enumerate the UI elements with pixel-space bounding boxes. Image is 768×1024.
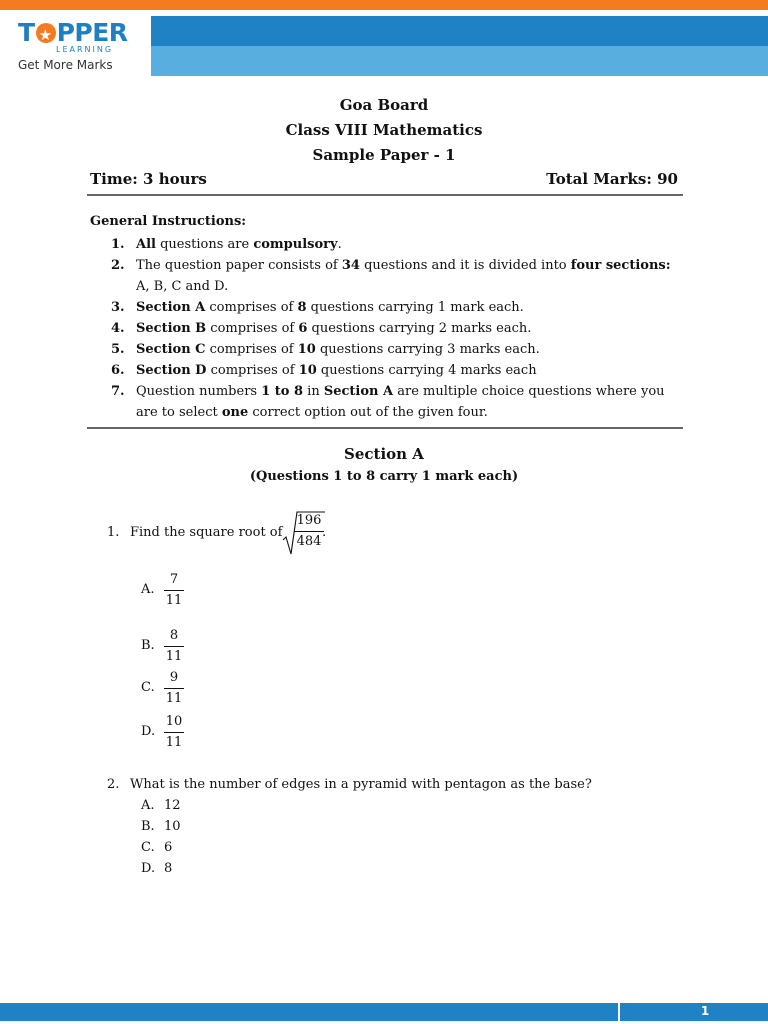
time-label: Time: 3 hours [90,170,207,188]
instruction-text: 34 [341,258,360,273]
total-marks-label: Total Marks: 90 [546,170,678,188]
question-1-period: . [322,525,327,540]
instruction-text: comprises of [206,321,299,336]
option-fraction [164,572,184,609]
instruction-number: 3. [111,300,125,315]
instruction-text: 10 [298,363,317,378]
instruction-text: 10 [297,342,316,357]
instruction-text: questions carrying 2 marks each. [307,321,532,336]
instruction-number: 2. [111,258,125,273]
instruction-text: comprises of [205,300,298,315]
board-title: Goa Board [339,96,429,114]
instruction-item [111,381,671,423]
fraction-bar [164,590,184,591]
instruction-item [111,255,671,297]
instructions-list [111,234,671,423]
fraction-numerator: 7 [169,572,179,587]
option-value: 10 [164,819,181,834]
paper-title: Sample Paper - 1 [312,146,456,164]
fraction-denominator: 11 [165,691,183,706]
question-1-text: Find the square root of [130,525,283,540]
instruction-text: comprises of [206,363,299,378]
option-value: 12 [164,798,181,813]
option-value: 8 [164,861,173,876]
instruction-text: A, B, C and D. [136,279,229,294]
option-value: 6 [164,840,173,855]
instruction-text: compulsory [253,237,338,252]
class-title: Class VIII Mathematics [285,121,483,139]
option-label: D. [141,861,156,876]
option-label: C. [141,840,155,855]
header-banner-dark [151,16,768,46]
instructions-heading: General Instructions: [90,214,247,229]
instruction-text: All [136,237,156,252]
question-number: 1. [107,525,120,540]
option-label: A. [141,798,155,813]
instruction-text: 1 to 8 [261,384,304,399]
option-label: D. [141,724,156,739]
square-root-expression [282,510,326,556]
instruction-number: 1. [111,237,125,252]
section-subtitle: (Questions 1 to 8 carry 1 mark each) [249,469,519,484]
header-banner-light [151,46,768,76]
section-title: Section A [344,445,424,463]
instruction-text: The question paper consists of [136,258,342,273]
divider [87,427,683,429]
fraction-numerator: 8 [169,628,179,643]
instruction-text: four sections: [570,258,671,273]
fraction-denominator: 11 [165,593,183,608]
question-2-number: 2. [107,777,120,792]
logo-prefix: T [18,18,35,47]
instruction-text: . [337,237,342,252]
time-marks-row [90,170,678,188]
instruction-text: 6 [298,321,308,336]
page-number: 1 [700,1004,710,1018]
instruction-text: questions carrying 4 marks each [316,363,537,378]
option-fraction [164,670,184,707]
logo-subtext: LEARNING [56,45,114,54]
star-icon [36,23,56,43]
instruction-text: questions carrying 1 mark each. [306,300,524,315]
root-fraction [294,513,327,550]
fraction-bar [164,732,184,733]
fraction-denominator: 11 [165,735,183,750]
instruction-text: Section A [136,300,206,315]
fraction-bar [294,531,324,532]
instruction-text: Question numbers [136,384,262,399]
header-orange-stripe [0,0,768,10]
instruction-text: 8 [297,300,307,315]
option-label: A. [141,582,155,597]
instruction-item [111,318,671,339]
fraction-bar [164,688,184,689]
instruction-text: questions and it is divided into [359,258,571,273]
option-label: B. [141,638,155,653]
instruction-number: 7. [111,384,125,399]
instruction-text: Section D [136,363,207,378]
instruction-text: are multiple choice questions where you are to select [136,384,665,420]
instruction-text: questions are [155,237,254,252]
fraction-numerator: 196 [296,513,322,528]
instruction-text: Section B [136,321,207,336]
fraction-bar [164,646,184,647]
divider [87,194,683,196]
question-1 [107,525,119,540]
instruction-item [111,360,671,381]
footer-bar [0,1003,618,1021]
instruction-text: one [221,405,249,420]
instruction-text: in [303,384,324,399]
option-fraction [164,714,184,751]
instruction-text: Section C [136,342,206,357]
instruction-number: 4. [111,321,125,336]
question-2-text: What is the number of edges in a pyramid with pentagon as the base? [130,777,592,792]
option-label: B. [141,819,155,834]
instruction-number: 6. [111,363,125,378]
logo-tagline: Get More Marks [18,58,113,72]
fraction-numerator: 10 [165,714,183,729]
instruction-number: 5. [111,342,125,357]
instruction-text: Section A [323,384,394,399]
logo-wordmark [18,18,128,48]
topper-logo [18,18,128,74]
instruction-item [111,234,671,255]
instruction-text: questions carrying 3 marks each. [315,342,540,357]
instruction-item [111,339,671,360]
instruction-item [111,297,671,318]
logo-suffix: PPER [56,18,128,47]
fraction-denominator: 484 [296,534,322,549]
instruction-text: correct option out of the given four. [248,405,488,420]
instruction-text: comprises of [205,342,298,357]
fraction-numerator: 9 [169,670,179,685]
option-label: C. [141,680,155,695]
fraction-denominator: 11 [165,649,183,664]
option-fraction [164,628,184,665]
